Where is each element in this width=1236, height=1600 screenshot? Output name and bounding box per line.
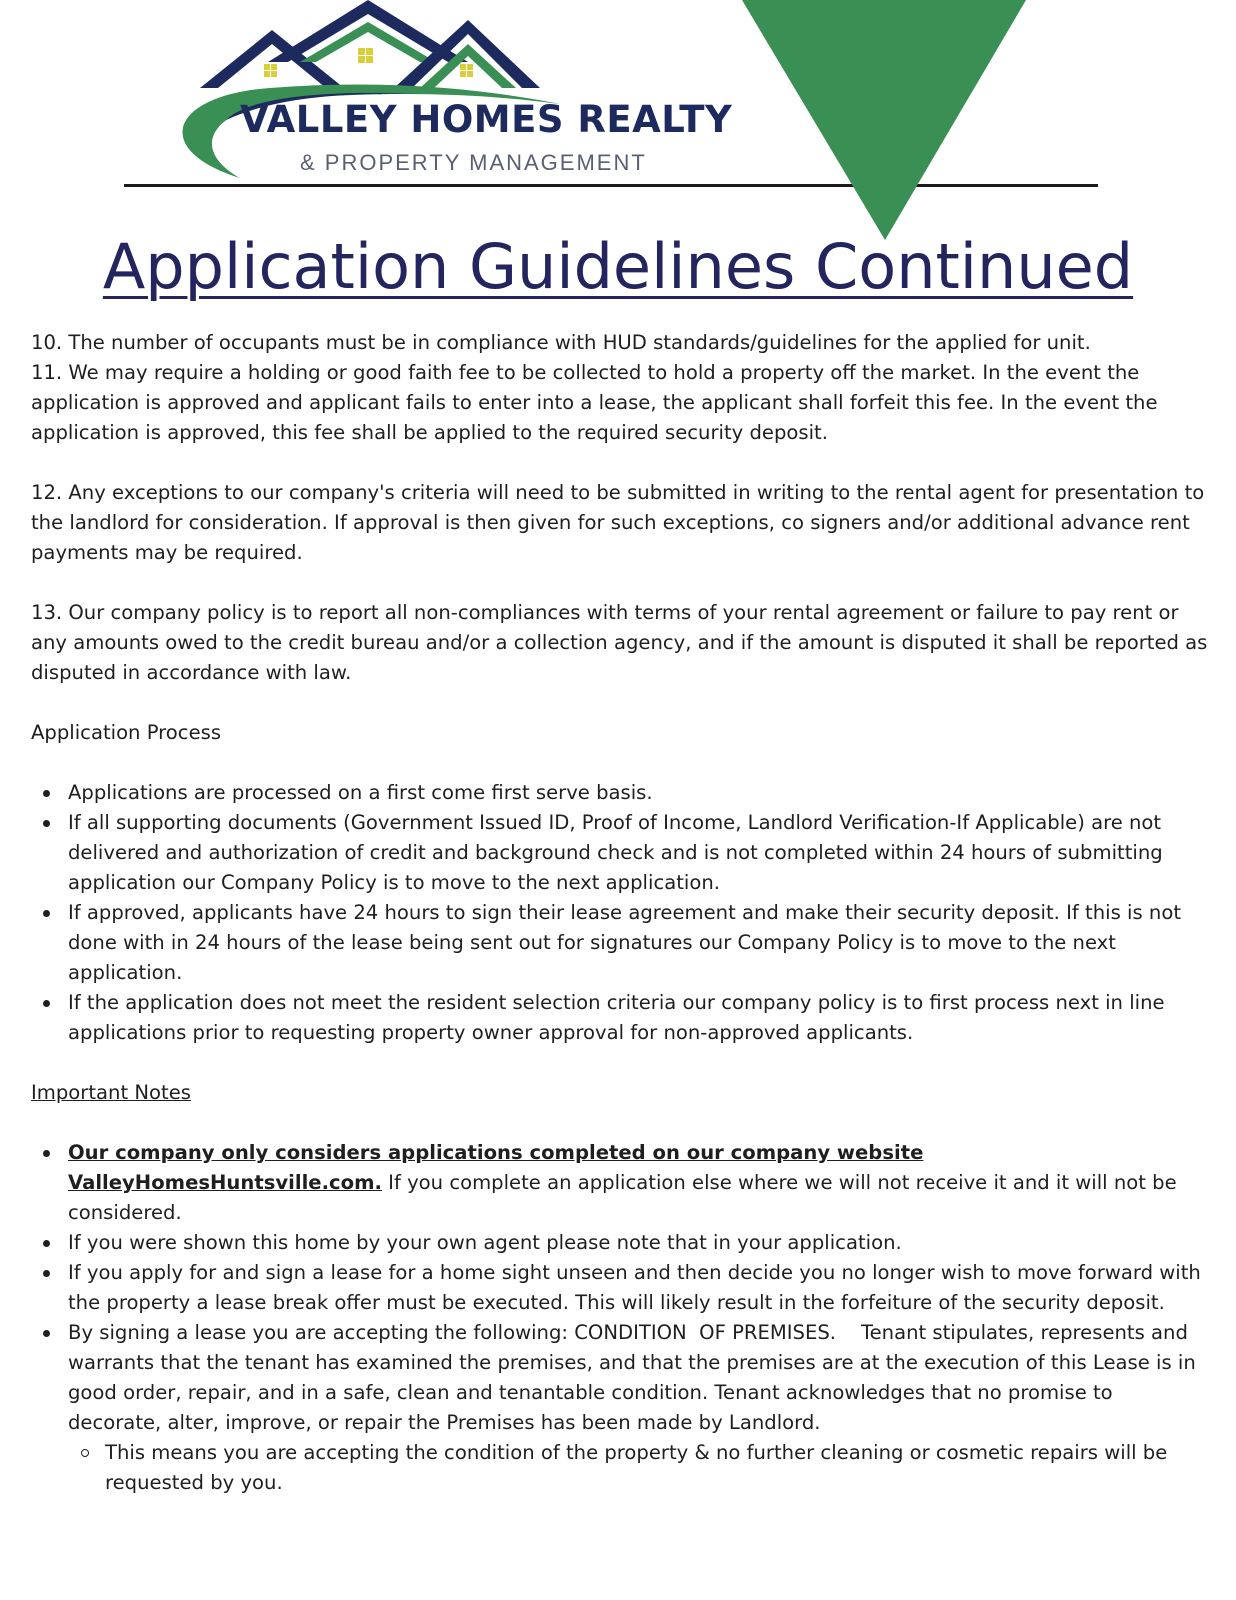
list-item: If you were shown this home by your own agent please note that in your application. (68, 1228, 1211, 1258)
list-item (68, 1318, 1211, 1498)
item-12: 12. Any exceptions to our company's criteria will need to be submitted in writing to the rental agent for presentation to the landlord for consideration. If approval is then given for such exceptions, co signers and/or additional advance rent payments may be required. (31, 481, 1205, 564)
brand-subtitle: & PROPERTY MANAGEMENT (300, 150, 647, 175)
item-13-continued: disputed in accordance with law. (31, 661, 352, 684)
list-item: If all supporting documents (Government Issued ID, Proof of Income, Landlord Verification-If Applicable) are not delivered and authorization of credit and background check and is not completed within 24 hours of submitting application our Company Policy is to move to the next application. (68, 808, 1211, 898)
important-notes-list (31, 1138, 1211, 1498)
sub-list-item: This means you are accepting the condition of the property & no further cleaning or cosmetic repairs will be requested by you. (105, 1438, 1211, 1498)
application-process-list (31, 778, 1211, 1048)
condition-of-premises-text: By signing a lease you are accepting the following: CONDITION OF PREMISES. Tenant stipulates, represents and warrants that the tenant has examined the premises, and that the premises are at the execution of this Lease is in good order, repair, and in a safe, clean and tenantable condition. Tenant acknowledges that no promise to decorate, alter, improve, or repair the Premises has been made by Landlord. (68, 1321, 1203, 1434)
item-13: 13. Our company policy is to report all non-compliances with terms of your rental agreement or failure to pay rent or any amounts owed to the credit bureau and/or a collection agency, and if the amount is disputed it shall be reported as (31, 601, 1208, 654)
list-item (68, 1138, 1211, 1228)
brand-name: VALLEY HOMES REALTY (240, 98, 733, 141)
important-notes-heading: Important Notes (31, 1081, 191, 1104)
website-only-notice: Our company only considers applications completed on our company website (68, 1141, 924, 1164)
green-triangle-decoration (0, 0, 1236, 245)
item-10: 10. The number of occupants must be in compliance with HUD standards/guidelines for the applied for unit. (31, 331, 1091, 354)
item-11: 11. We may require a holding or good faith fee to be collected to hold a property off the market. In the event the application is approved and applicant fails to enter into a lease, the applicant shall forfeit this fee. In the event the application is approved, this fee shall be applied to the required security deposit. (31, 361, 1158, 444)
list-item: Applications are processed on a first come first serve basis. (68, 778, 1211, 808)
application-process-heading: Application Process (31, 721, 222, 744)
list-item: If approved, applicants have 24 hours to sign their lease agreement and make their security deposit. If this is not done with in 24 hours of the lease being sent out for signatures our Company Policy is to move to the next application. (68, 898, 1211, 988)
guidelines-body (31, 328, 1211, 1498)
list-item: If you apply for and sign a lease for a home sight unseen and then decide you no longer wish to move forward with the property a lease break offer must be executed. This will likely result in the forfeiture of the security deposit. (68, 1258, 1211, 1318)
website-link[interactable]: ValleyHomesHuntsville.com. (68, 1171, 382, 1194)
condition-sublist (68, 1438, 1211, 1498)
page-title: Application Guidelines Continued (102, 230, 1134, 303)
list-item: If the application does not meet the resident selection criteria our company policy is to first process next in line applications prior to requesting property owner approval for non-approved applicants. (68, 988, 1211, 1048)
website-notice-rest: If you complete an application else where we will not receive it and it will not be considered. (68, 1171, 1177, 1224)
page-header (0, 0, 1236, 245)
